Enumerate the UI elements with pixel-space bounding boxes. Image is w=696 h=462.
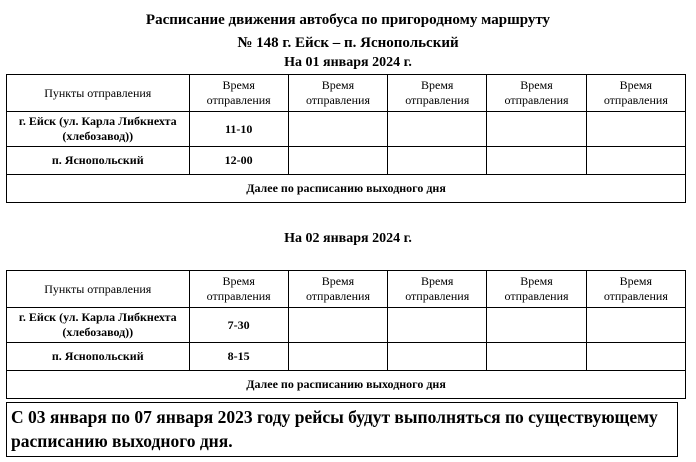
column-header-place: Пункты отправления	[7, 271, 190, 308]
empty-cell	[487, 112, 586, 147]
empty-cell	[388, 112, 487, 147]
table-row	[7, 308, 686, 343]
date-heading-1: На 01 января 2024 г.	[284, 55, 412, 70]
empty-cell	[487, 343, 586, 371]
table-footer-row	[7, 371, 686, 399]
column-header-time: Время отправления	[388, 271, 487, 308]
schedule-table-jan01	[6, 74, 686, 203]
schedule-table-jan02	[6, 270, 686, 399]
column-header-time: Время отправления	[487, 271, 586, 308]
column-header-time: Время отправления	[189, 75, 288, 112]
column-header-time: Время отправления	[288, 75, 387, 112]
place-cell: п. Яснопольский	[7, 343, 190, 371]
column-header-time: Время отправления	[586, 75, 685, 112]
column-header-time: Время отправления	[487, 75, 586, 112]
column-header-time: Время отправления	[189, 271, 288, 308]
footer-note: Далее по расписанию выходного дня	[7, 175, 686, 203]
empty-cell	[388, 343, 487, 371]
empty-cell	[288, 308, 387, 343]
empty-cell	[586, 343, 685, 371]
empty-cell	[487, 308, 586, 343]
empty-cell	[487, 147, 586, 175]
place-cell: п. Яснопольский	[7, 147, 190, 175]
empty-cell	[288, 147, 387, 175]
table-row	[7, 112, 686, 147]
column-header-place: Пункты отправления	[7, 75, 190, 112]
empty-cell	[586, 147, 685, 175]
empty-cell	[288, 112, 387, 147]
column-header-time: Время отправления	[586, 271, 685, 308]
time-cell: 12-00	[189, 147, 288, 175]
place-cell: г. Ейск (ул. Карла Либкнехта (хлебозавод))	[7, 112, 190, 147]
schedule-title-line2: № 148 г. Ейск – п. Яснопольский	[237, 35, 459, 51]
empty-cell	[388, 147, 487, 175]
table-row	[7, 343, 686, 371]
table-header-row	[7, 75, 686, 112]
schedule-title-line1: Расписание движения автобуса по пригородному маршруту	[145, 12, 551, 28]
table-row	[7, 147, 686, 175]
empty-cell	[288, 343, 387, 371]
table-header-row	[7, 271, 686, 308]
empty-cell	[586, 308, 685, 343]
time-cell: 7-30	[189, 308, 288, 343]
footer-note: Далее по расписанию выходного дня	[7, 371, 686, 399]
column-header-time: Время отправления	[388, 75, 487, 112]
table-footer-row	[7, 175, 686, 203]
date-heading-2: На 02 января 2024 г.	[284, 231, 412, 246]
time-cell: 8-15	[189, 343, 288, 371]
time-cell: 11-10	[189, 112, 288, 147]
empty-cell	[388, 308, 487, 343]
place-cell: г. Ейск (ул. Карла Либкнехта (хлебозавод))	[7, 308, 190, 343]
empty-cell	[586, 112, 685, 147]
column-header-time: Время отправления	[288, 271, 387, 308]
holiday-schedule-note: С 03 января по 07 января 2023 году рейсы будут выполняться по существующему расписанию выходного дня.	[6, 402, 678, 457]
